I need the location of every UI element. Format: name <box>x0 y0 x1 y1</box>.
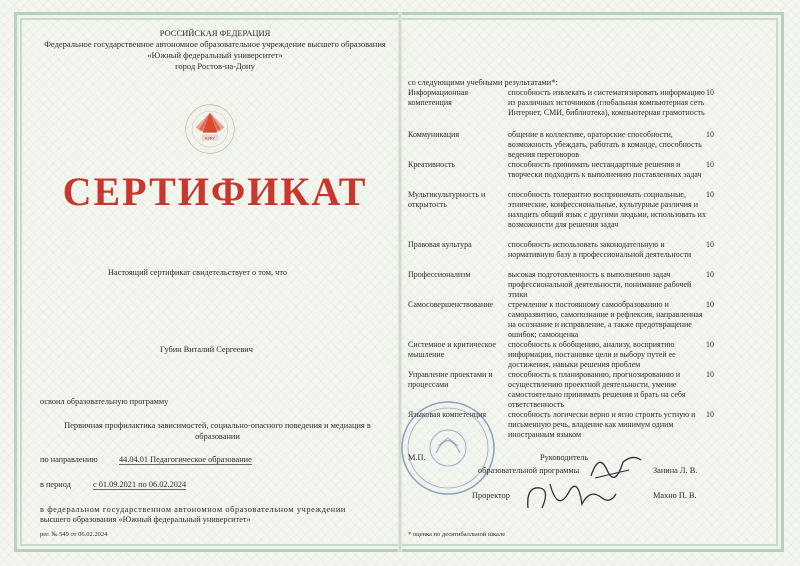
logo-label: ЮФУ <box>205 135 215 141</box>
competence-name: Креативность <box>408 160 456 169</box>
head-label-1: Руководитель <box>540 453 589 462</box>
institution-text-1: в федеральном государственном автономном образовательном учреждении <box>40 505 346 514</box>
competence-score: 10 <box>706 130 714 139</box>
competence-score: 10 <box>706 160 714 169</box>
city-line: город Ростов-на-Дону <box>175 61 255 71</box>
competence-description: общение в коллективе, ораторские способности, возможность убеждать, работать в команде, способность ведения переговоров <box>508 130 702 159</box>
competence-description: способность логически верно и ясно строить устную и письменную речь, владение как минимум одним иностранным языком <box>508 410 696 439</box>
seal-label: М.П. <box>408 453 426 462</box>
registration-number: рег. № 549 от 06.02.2024 <box>40 531 108 538</box>
competence-score: 10 <box>706 370 714 379</box>
competence-name: Информационная компетенция <box>408 88 469 107</box>
head-label-2: образовательной программы <box>478 466 580 475</box>
competence-name: Управление проектами и процессами <box>408 370 493 389</box>
competence-name: Языковая компетенция <box>408 410 487 419</box>
competence-description: способность к обобщению, анализу, восприятию информации, постановке цели и выбору путей ее достижения, навыки решения проблем <box>508 340 676 369</box>
competence-name: Коммуникация <box>408 130 460 139</box>
competence-score: 10 <box>706 300 714 309</box>
competence-score: 10 <box>706 410 714 419</box>
competence-description: способность использовать законодательную и нормативную базу в профессиональной деятельности <box>508 240 692 259</box>
competence-name: Самосовершенствование <box>408 300 494 309</box>
certificate-title: СЕРТИФИКАТ <box>62 169 368 214</box>
issuer-header <box>40 28 390 72</box>
direction-value: 44.04.01 Педагогическое образование <box>119 455 252 464</box>
competence-score: 10 <box>706 190 714 199</box>
results-heading: со следующими учебными результатами*: <box>408 78 558 87</box>
official-stamp-icon <box>398 398 498 498</box>
competence-description: стремление к постоянному самообразованию и саморазвитию, самопознание и рефлексия, направленная на осознание и исправление, а также предотвращение ошибок; самооценка <box>508 300 703 339</box>
competence-description: способность извлекать и систематизировать информацию из различных источников (глобальная компьютерная сеть Интернет, СМИ, библиотека), компьютерная грамотность <box>508 88 705 117</box>
competence-name: Профессионализм <box>408 270 471 279</box>
competence-score: 10 <box>706 270 714 279</box>
university-logo-icon <box>183 102 237 156</box>
competence-description: способность толерантно воспринимать социальные, этнические, конфессиональные, культурные различия и находить общий язык с другими людьми, использовать их возможности для решения задач <box>508 190 706 229</box>
institution-text-2: высшего образования «Южный федеральный университет» <box>40 515 251 524</box>
recipient-name: Губин Виталий Сергеевич <box>160 345 253 354</box>
certifies-text: Настоящий сертификат свидетельствует о том, что <box>108 268 287 277</box>
mastered-text: освоил образовательную программу <box>40 397 169 406</box>
university-name-line: «Южный федеральный университет» <box>147 50 283 60</box>
competence-score: 10 <box>706 88 714 97</box>
competence-score: 10 <box>706 240 714 249</box>
competence-score: 10 <box>706 340 714 349</box>
program-name: Первичная профилактика зависимостей, социально-опасного поведения и медиация в образовании <box>64 421 371 441</box>
direction-label: по направлению <box>40 455 98 464</box>
prorector-name: Махно П. В. <box>653 491 697 500</box>
prorector-label: Проректор <box>472 491 510 500</box>
competence-name: Системное и критическое мышление <box>408 340 496 359</box>
competence-description: высокая подготовленность к выполнению задач профессиональной деятельности, понимание рабочей этики <box>508 270 692 299</box>
period-value: с 01.09.2021 по 06.02.2024 <box>93 480 187 489</box>
institution-type-line: Федеральное государственное автономное образовательное учреждение высшего образования <box>44 39 386 49</box>
head-name: Занина Л. В. <box>653 466 698 475</box>
footnote: * оценка по десятибалльной шкале <box>408 531 506 538</box>
competence-name: Правовая культура <box>408 240 472 249</box>
period-label: в период <box>40 480 71 489</box>
competence-name: Мультикультурность и открытость <box>408 190 486 209</box>
competence-description: способность принимать нестандартные решения и творчески подходить к выполнению поставленных задач <box>508 160 702 179</box>
country-line: РОССИЙСКАЯ ФЕДЕРАЦИЯ <box>159 28 271 38</box>
competence-description: способность к планированию, прогнозированию и осуществлению проектной деятельности, умение самостоятельно принимать решения и брать на себя ответственность <box>508 370 686 409</box>
prorector-signature-icon <box>520 474 620 518</box>
